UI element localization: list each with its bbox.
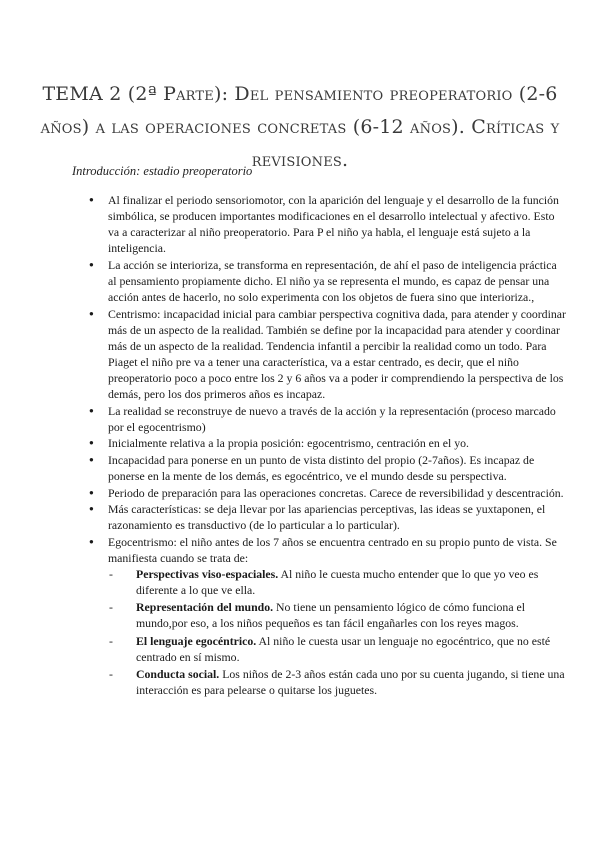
sub-item-term: Conducta social. (136, 666, 220, 681)
sub-item-text: Al niño le cuesta usar un lenguaje no egocéntrico, que no esté centrado en sí mismo. (136, 633, 551, 664)
sub-item-term: El lenguaje egocéntrico. (136, 633, 257, 648)
sub-list-item (136, 566, 568, 598)
list-item: ● Centrismo: incapacidad inicial para cambiar perspectiva cognitiva dada, para atender y coordinar más de un aspecto de la realidad. También se define por la incapacidad para atender y coordinar más de un aspecto de la realidad. Tendencia infantil a percibir la realidad como un todo. Para Piaget el niño pre va a tener una característica, va a estar centrado, es decir, que el niño preoperatorio poco a poco entre los 2 y 6 años va a poder ir comprendiendo la perspectiva de los demás, pero los dos primeros años es incapaz. (108, 306, 568, 403)
list-item: ● La acción se interioriza, se transforma en representación, de ahí el paso de inteligencia práctica al pensamiento propiamente dicho. El niño ya se representa el mundo, es capaz de pensar una acción antes de hacerlo, no solo experimenta con los objetos de fuera sino que interioriza., (108, 257, 568, 305)
list-item-egocentrism (108, 534, 568, 698)
list-item: ● Inicialmente relativa a la propia posición: egocentrismo, centración en el yo. (108, 435, 568, 451)
list-item: ● La realidad se reconstruye de nuevo a través de la acción y la representación (proceso marcado por el egocentrismo) (108, 403, 568, 435)
page-title: TEMA 2 (2ª Parte): Del pensamiento preoperatorio (2-6 años) a las operaciones concretas (6-12 años). Críticas y revisiones. (40, 83, 560, 171)
sub-item-term: Perspectivas viso-espaciales. (136, 567, 279, 582)
list-item: ● Más características: se deja llevar por las apariencias perceptivas, las ideas se yuxtaponen, el razonamiento es transductivo (de lo particular a lo particular). (108, 501, 568, 533)
sub-item-term: Representación del mundo. (136, 600, 274, 615)
list-item-text: Egocentrismo: el niño antes de los 7 años se encuentra centrado en su propio punto de vista. Se manifiesta cuando se trata de: (108, 534, 557, 566)
bullet-list (72, 192, 568, 699)
sub-list-item (136, 633, 568, 665)
section-subtitle: Introducción: estadio preoperatorio (72, 164, 253, 178)
list-item: ● Periodo de preparación para las operaciones concretas. Carece de reversibilidad y descentración. (108, 485, 568, 501)
sub-list (108, 566, 568, 698)
sub-list-item (136, 666, 568, 698)
list-item: ● Incapacidad para ponerse en un punto de vista distinto del propio (2-7años). Es incapaz de ponerse en la mente de los demás, es egocéntrico, ve el mundo desde su perspectiva. (108, 452, 568, 484)
sub-item-text: Al niño le cuesta mucho entender que lo que yo veo es diferente a lo que ve ella. (136, 567, 539, 598)
list-item: ● Al finalizar el periodo sensoriomotor, con la aparición del lenguaje y el desarrollo de la función simbólica, se producen importantes modificaciones en el desarrollo intelectual y afectivo. Esto va a caracterizar al niño preoperatorio. Para P el niño ya habla, el lenguaje está sujeto a la inteligencia. (108, 192, 568, 256)
sub-list-item (136, 599, 568, 631)
sub-item-text: No tiene un pensamiento lógico de cómo funciona el mundo,por eso, a los niños pequeños es tan fácil engañarles con los reyes magos. (136, 600, 526, 631)
sub-item-text: Los niños de 2-3 años están cada uno por su cuenta jugando, si tiene una interacción es para pelearse o quitarse los juguetes. (136, 666, 565, 697)
